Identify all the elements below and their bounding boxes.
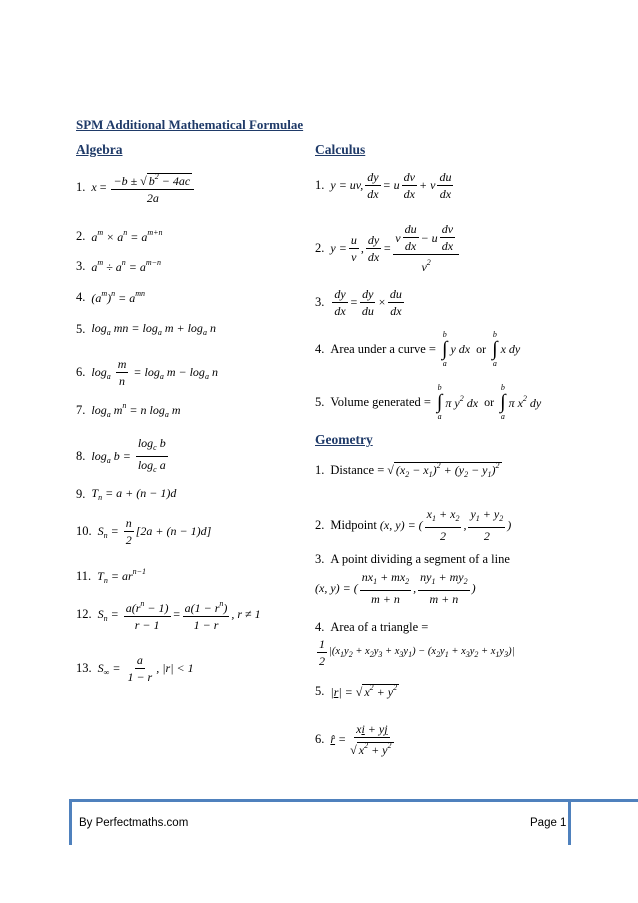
algebra-formula-6: 6. $\log_a$ $\frac{m}{n}$ = $\log_a m - \log_a n$ bbox=[76, 357, 218, 388]
midpoint-label: Midpoint bbox=[330, 517, 377, 532]
geometry-formula-3-label: 3. A point dividing a segment of a line bbox=[315, 552, 510, 566]
calculus-formula-4: 4. Area under a curve = b ∫ a y dx or b ∫ a x dy bbox=[315, 330, 521, 368]
algebra-formula-13: 13. $S_\infty$ = $\frac{a}{1 - r}$ , |r| < 1 bbox=[76, 653, 194, 684]
geometry-heading: Geometry bbox=[315, 432, 373, 447]
calculus-formula-1: 1. y = uv, $\frac{dy}{dx}$ = u $\frac{dv}{dx}$ + v $\frac{du}{dx}$ bbox=[315, 170, 452, 201]
calculus-formula-3: 3. $\frac{dy}{dx}$ = $\frac{dy}{du}$ × $\frac{du}{dx}$ bbox=[315, 287, 402, 318]
geometry-formula-6: 6. r̂ = $\frac{xi + yj}{√ x^2 + y^2}$ bbox=[315, 722, 392, 757]
document-title: SPM Additional Mathematical Formulae bbox=[76, 117, 304, 132]
algebra-formula-2: 2. $a^m \times a^n = a^{m+n}$ bbox=[76, 228, 163, 244]
algebra-formula-3: 3. $a^m \div a^n = a^{m-n}$ bbox=[76, 258, 162, 274]
geometry-formula-4: $\frac{1}{2}$ $|(x_1y_2 + x_2y_3 + x_3y_1) - (x_2y_1 + x_3y_2 + x_1y_3)|$ bbox=[319, 637, 515, 668]
area-label: Area under a curve = bbox=[330, 341, 436, 356]
footer-left-bar bbox=[69, 799, 72, 845]
or-word: or bbox=[476, 341, 487, 356]
geometry-formula-4-label: 4. Area of a triangle = bbox=[315, 620, 429, 634]
algebra-heading: Algebra bbox=[76, 142, 123, 157]
footer-right-bar bbox=[568, 799, 571, 845]
footer-rule bbox=[69, 799, 638, 802]
algebra-formula-1: 1. x = $\frac{-b \pm √ b^2 - 4ac}{2a}$ bbox=[76, 170, 196, 205]
geometry-formula-3: (x, y) = ( $\frac{nx_1 + mx_2}{m + n}$ , $\frac{ny_1 + my_2}{m + n}$ ) bbox=[315, 570, 476, 606]
geometry-formula-5: 5. |r| = √ $x^2 + y^2$ bbox=[315, 683, 398, 699]
algebra-formula-12: 12. $S_n$ = $\frac{a(r^n - 1)}{r - 1}$ = $\frac{a(1 - r^n)}{1 - r}$ , r ≠ 1 bbox=[76, 599, 261, 632]
algebra-formula-7: 7. $\log_a m^n = n$ $\log_a m$ bbox=[76, 401, 181, 419]
distance-label: Distance = bbox=[330, 462, 385, 477]
algebra-formula-9: 9. $T_n = a + (n - 1)d$ bbox=[76, 486, 177, 502]
algebra-formula-8: 8. $\log_a b$ = $\frac{\log_c b}{\log_c a}$ bbox=[76, 436, 166, 474]
geometry-formula-2: 2. Midpoint (x, y) = ( $\frac{x_1 + x_2}{2}$ , $\frac{y_1 + y_2}{2}$ ) bbox=[315, 507, 512, 543]
geometry-formula-1: 1. Distance = √ $(x_2 - x_1)^2 + (y_2 - y_1)^2$ bbox=[315, 461, 500, 479]
volume-label: Volume generated = bbox=[330, 394, 431, 409]
or-word: or bbox=[484, 394, 495, 409]
calculus-formula-2: 2. y = $\frac{u}{v}$ , $\frac{dy}{dx}$ = v $\frac{du}{dx}$ − u $\frac{dv}{dx}$ $v^2$ bbox=[315, 222, 461, 274]
calculus-heading: Calculus bbox=[315, 142, 366, 157]
footer-page-number: Page 1 bbox=[530, 817, 567, 829]
algebra-formula-11: 11. $T_n = ar^{n-1}$ bbox=[76, 567, 147, 585]
footer-source: By Perfectmaths.com bbox=[79, 817, 189, 829]
algebra-formula-5: 5. $\log_a$ mn = $\log_a m + \log_a n$ bbox=[76, 321, 216, 337]
calculus-formula-5: 5. Volume generated = b ∫ a π $y^2$ dx or b ∫ a π $x^2$ dy bbox=[315, 383, 542, 421]
algebra-formula-10: 10. $S_n$ = $\frac{n}{2}$ [2a + (n − 1)d] bbox=[76, 516, 212, 547]
algebra-formula-4: 4. $(a^m)^n = a^{mn}$ bbox=[76, 289, 146, 305]
